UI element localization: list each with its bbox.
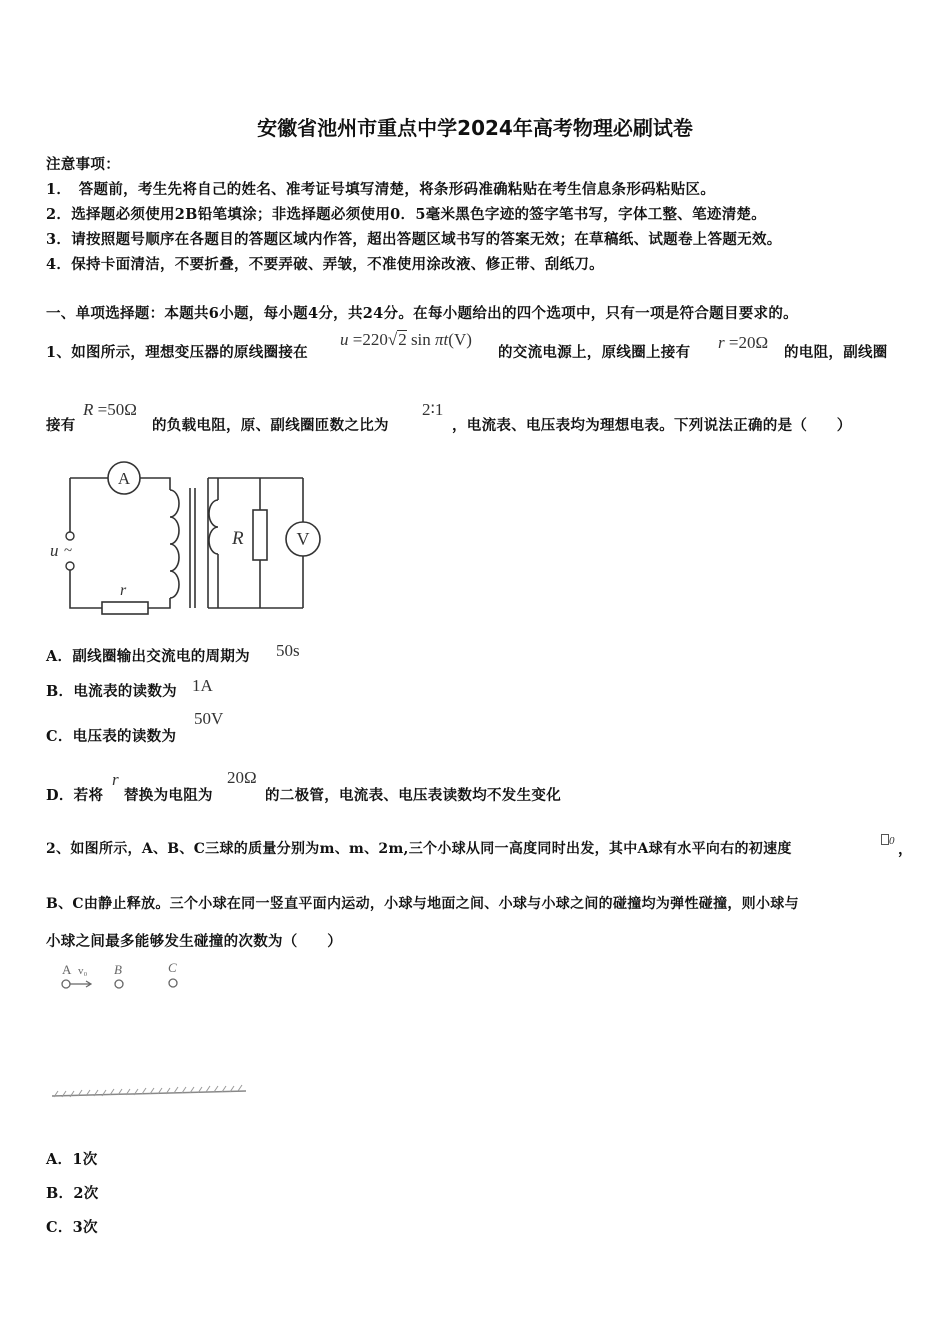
q2-text-line3: 小球之间最多能够发生碰撞的次数为（ ） bbox=[46, 933, 342, 950]
q2-option-c: C．3次 bbox=[46, 1219, 98, 1236]
q1-option-c-value: 50V bbox=[194, 709, 224, 728]
ac-symbol: ~ bbox=[64, 543, 73, 559]
velocity-arrow bbox=[70, 981, 91, 987]
voltmeter-label: V bbox=[296, 529, 310, 549]
formula-u-lhs: u bbox=[340, 330, 349, 349]
formula-u-mid: =220 bbox=[352, 330, 388, 349]
r-val: =20Ω bbox=[728, 333, 769, 352]
notice-heading: 注意事项： bbox=[46, 156, 120, 173]
q1-r-value bbox=[718, 333, 768, 353]
resistor-r-label: r bbox=[120, 582, 127, 599]
velocity-label: v₀ bbox=[78, 965, 88, 977]
q2-v0-subscript: 0 bbox=[889, 835, 895, 847]
notice-item-3: 3．请按照题号顺序在各题目的答题区域内作答，超出答题区域书写的答案无效；在草稿纸、试题卷上答题无效。 bbox=[46, 231, 782, 248]
ball-b bbox=[115, 980, 123, 988]
source-label: u bbox=[50, 541, 59, 560]
formula-u-unit: (V) bbox=[448, 330, 472, 349]
q1-option-d-part2: 替换为电阻为 bbox=[124, 787, 213, 804]
q1-circuit-diagram bbox=[40, 448, 340, 618]
q1-text-part2: 的交流电源上，原线圈上接有 bbox=[498, 344, 691, 361]
R-val: =50Ω bbox=[97, 400, 137, 419]
ball-c-label: C bbox=[168, 960, 177, 975]
q1-option-c: C．电压表的读数为 bbox=[46, 728, 177, 745]
q1-option-a-value: 50s bbox=[276, 641, 300, 660]
q1-text-part5: 的负载电阻，原、副线圈匝数之比为 bbox=[152, 417, 389, 434]
q2-balls-diagram bbox=[50, 956, 260, 1106]
q1-option-b: B．电流表的读数为 bbox=[46, 683, 177, 700]
source-terminal-top bbox=[66, 532, 74, 540]
r-var: r bbox=[718, 333, 725, 352]
v0-placeholder-box bbox=[881, 834, 889, 845]
q1-text-part1: 1、如图所示，理想变压器的原线圈接在 bbox=[46, 344, 308, 361]
load-resistor-label: R bbox=[232, 528, 244, 549]
ball-c bbox=[169, 979, 177, 987]
q1-option-d-part1: D．若将 bbox=[46, 787, 104, 804]
ground-surface bbox=[52, 1085, 246, 1097]
q1-option-d-value: 20Ω bbox=[227, 768, 257, 787]
notice-item-4: 4．保持卡面清洁，不要折叠，不要弄破、弄皱，不准使用涂改液、修正带、刮纸刀。 bbox=[46, 256, 604, 273]
formula-u-sin: sin bbox=[410, 330, 431, 349]
q2-text-line1-end: ， bbox=[898, 841, 913, 858]
R-var: R bbox=[83, 400, 94, 419]
ammeter-label: A bbox=[117, 469, 131, 488]
q1-option-d-r bbox=[112, 770, 119, 790]
q2-text-line2: B、C由静止释放。三个小球在同一竖直平面内运动，小球与地面之间、小球与小球之间的碰撞均为弹性碰撞，则小球与 bbox=[46, 896, 799, 912]
page-title: 安徽省池州市重点中学2024年高考物理必刷试卷 bbox=[257, 116, 693, 140]
ball-b-label: B bbox=[114, 962, 122, 977]
source-terminal-bottom bbox=[66, 562, 74, 570]
q2-option-b: B．2次 bbox=[46, 1185, 99, 1202]
notice-item-2: 2．选择题必须使用2B铅笔填涂；非选择题必须使用0．5毫米黑色字迹的签字笔书写，字体工整、笔迹清楚。 bbox=[46, 206, 767, 223]
q1-option-a: A．副线圈输出交流电的周期为 bbox=[46, 648, 250, 665]
q1-voltage-formula: u =220√2 sin πt(V) bbox=[340, 330, 472, 349]
q1-text-part4: 接有 bbox=[46, 417, 76, 434]
q1-option-d-part3: 的二极管，电流表、电压表读数均不发生变化 bbox=[265, 787, 561, 804]
ball-a bbox=[62, 980, 70, 988]
notice-item-1: 1． 答题前，考生先将自己的姓名、准考证号填写清楚，将条形码准确粘贴在考生信息条形码粘贴区。 bbox=[46, 181, 716, 198]
q1-text-part3: 的电阻，副线圈 bbox=[784, 344, 888, 361]
q1-text-part6: ，电流表、电压表均为理想电表。下列说法正确的是（ ） bbox=[452, 417, 852, 434]
formula-u-sqrt: 2 bbox=[398, 330, 407, 349]
formula-u-pi: πt bbox=[435, 330, 449, 349]
load-resistor-R bbox=[253, 510, 267, 560]
q1-R-value bbox=[83, 400, 137, 420]
q1-ratio: 2∶1 bbox=[422, 400, 444, 419]
ball-a-label: A bbox=[62, 962, 72, 977]
q2-text-line1: 2、如图所示，A、B、C三球的质量分别为m、m、2m,三个小球从同一高度同时出发，其中A球有水平向右的初速度 bbox=[46, 841, 792, 857]
resistor-r bbox=[102, 602, 148, 614]
q2-option-a: A．1次 bbox=[46, 1151, 98, 1168]
q1-option-b-value: 1A bbox=[192, 676, 213, 695]
option-d-r-var: r bbox=[112, 770, 119, 789]
section-heading: 一、单项选择题：本题共6小题，每小题4分，共24分。在每小题给出的四个选项中，只有一项是符合题目要求的。 bbox=[46, 305, 798, 322]
